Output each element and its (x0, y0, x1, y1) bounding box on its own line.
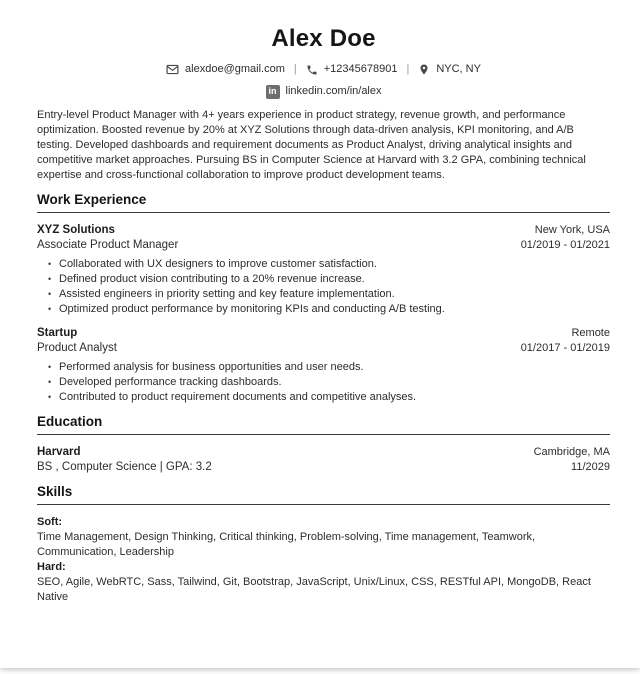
contact-separator: | (293, 63, 297, 75)
phone-text: +12345678901 (323, 63, 398, 75)
skill-group-label: Soft: (37, 516, 63, 528)
company-name: XYZ Solutions (37, 224, 115, 236)
envelope-icon (166, 63, 179, 76)
skill-group-hard (37, 560, 610, 605)
job-bullet-list (37, 360, 610, 405)
job-location: New York, USA (534, 224, 610, 236)
phone-icon (306, 64, 318, 76)
candidate-name: Alex Doe (271, 25, 376, 52)
job-title: Product Analyst (37, 342, 117, 354)
linkedin-text: linkedin.com/in/alex (285, 85, 382, 97)
degree-text: BS , Computer Science | GPA: 3.2 (37, 461, 212, 473)
education-entry-header (37, 445, 610, 475)
skill-group-soft (37, 515, 610, 560)
bullet-item: • Performed analysis for business opportunities and user needs. (37, 360, 610, 375)
bullet-item: • Defined product vision contributing to a 20% revenue increase. (37, 272, 610, 287)
bullet-item: • Contributed to product requirement documents and competitive analyses. (37, 390, 610, 405)
job-location: Remote (571, 327, 610, 339)
job-dates: 01/2019 - 01/2021 (520, 239, 610, 251)
skill-group-label: Hard: (37, 561, 66, 573)
contact-phone (306, 62, 398, 77)
education-dates: 11/2029 (571, 461, 610, 473)
company-name: Startup (37, 327, 78, 339)
contact-linkedin (266, 84, 382, 99)
job-entry-header (37, 326, 610, 356)
contact-row-primary (37, 62, 610, 77)
education-location: Cambridge, MA (533, 446, 610, 458)
summary-paragraph: Entry-level Product Manager with 4+ years experience in product strategy, revenue growth, and performance optimization. Boosted revenue by 20% at XYZ Solutions through data-driven analysis, KPI monitoring, and A/B testing. Developed dashboards and requirement documents as Product Analyst, driving analytical insights and competitive market approaches. Pursuing BS in Computer Science at Harvard with 3.2 GPA, combining technical expertise and cross-functional collaboration to improve product development teams. (37, 109, 586, 181)
job-entry (37, 223, 610, 317)
bullet-item: • Collaborated with UX designers to improve customer satisfaction. (37, 257, 610, 272)
section-heading-skills: Skills (37, 484, 610, 505)
bullet-item: • Optimized product performance by monitoring KPIs and conducting A/B testing. (37, 302, 610, 317)
location-text: NYC, NY (436, 63, 481, 75)
contact-separator: | (406, 63, 410, 75)
bullet-item: • Assisted engineers in priority setting and key feature implementation. (37, 287, 610, 302)
linkedin-icon (266, 85, 280, 99)
section-heading-work-experience: Work Experience (37, 192, 610, 213)
job-bullet-list (37, 257, 610, 317)
contact-email (166, 62, 285, 77)
contact-location (418, 62, 481, 77)
location-pin-icon (418, 63, 430, 76)
institution-name: Harvard (37, 446, 81, 458)
email-text: alexdoe@gmail.com (185, 63, 285, 75)
job-title: Associate Product Manager (37, 239, 179, 251)
education-entry (37, 445, 610, 475)
job-entry (37, 326, 610, 405)
skill-group-items: Time Management, Design Thinking, Critical thinking, Problem-solving, Time management, Teamwork, Communication, Leadership (37, 531, 536, 558)
section-heading-education: Education (37, 414, 610, 435)
skill-group-items: SEO, Agile, WebRTC, Sass, Tailwind, Git, Bootstrap, JavaScript, Unix/Linux, CSS, RESTful API, MongoDB, React Native (37, 576, 591, 603)
linkedin-icon-glyph: in (268, 86, 277, 96)
job-dates: 01/2017 - 01/2019 (520, 342, 610, 354)
contact-row-secondary (37, 84, 610, 99)
bullet-item: • Developed performance tracking dashboards. (37, 375, 610, 390)
job-entry-header (37, 223, 610, 253)
